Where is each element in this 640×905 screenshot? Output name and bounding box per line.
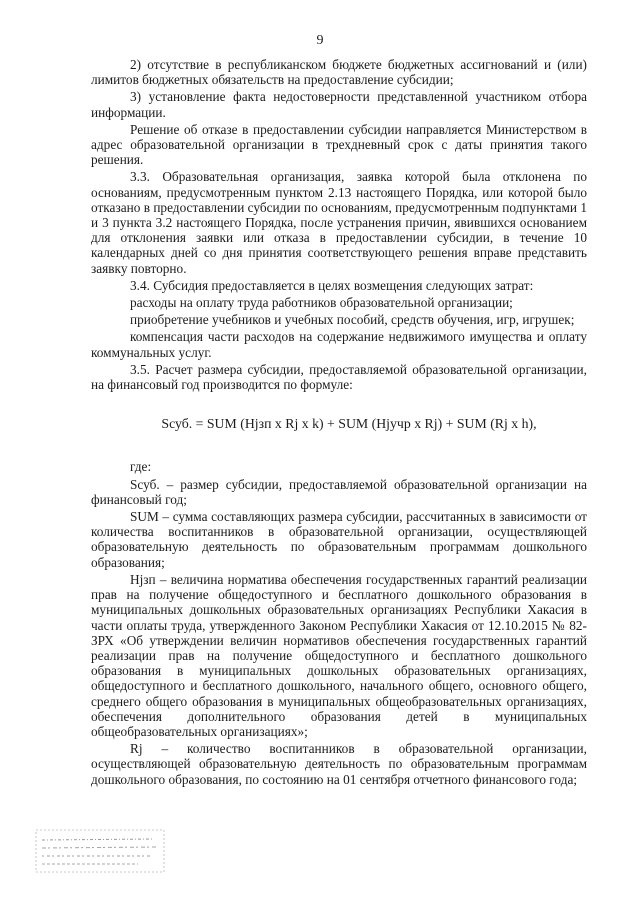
paragraph: где: bbox=[130, 459, 152, 475]
document-body bbox=[91, 57, 587, 787]
paragraph: SUM – сумма составляющих размера субсидии, рассчитанных в зависимости от количества воспитанников в образовательной организации, осуществляющей образовательную деятельность по образовательным программам дошкольного образования; bbox=[91, 509, 587, 570]
paragraph: 3.3. Образовательная организация, заявка которой была отклонена по основаниям, предусмотренным пунктом 2.13 настоящего Порядка, или которой было отказано в предоставлении субсидии по основаниям, предусмотренным подпунктами 1 и 3 пункта 3.2 настоящего Порядка, после устранения причин, явившихся основанием для отклонения заявки или отказа в предоставлении субсидии, в течение 10 календарных дней со дня принятия соответствующего решения вправе представить заявку повторно. bbox=[91, 169, 587, 276]
paragraph: Rj – количество воспитанников в образовательной организации, осуществляющей образовательную деятельность по образовательным программам дошкольного образования, по состоянию на 01 сентября отчетного финансового года; bbox=[91, 741, 587, 787]
registration-stamp bbox=[34, 828, 166, 874]
paragraph: расходы на оплату труда работников образовательной организации; bbox=[130, 295, 513, 311]
paragraph: Решение об отказе в предоставлении субсидии направляется Министерством в адрес образовательной организации в трехдневный срок с даты принятия такого решения. bbox=[91, 121, 587, 168]
paragraph: приобретение учебников и учебных пособий, средств обучения, игр, игрушек; bbox=[130, 312, 575, 328]
paragraph: 3.4. Субсидия предоставляется в целях возмещения следующих затрат: bbox=[130, 277, 534, 293]
subsidy-formula: Sсуб. = SUM (Нjзп x Rj x k) + SUM (Нjучр x Rj) + SUM (Rj x h), bbox=[161, 416, 537, 432]
paragraph: 3) установление факта недостоверности представленной участником отбора информации. bbox=[91, 89, 587, 120]
paragraph: Нjзп – величина норматива обеспечения государственных гарантий реализации прав на получение общедоступного и бесплатного дошкольного образования в муниципальных дошкольных образовательных организациях Республики Хакасия в части оплаты труда, утвержденного Законом Республики Хакасия от 12.10.2015 № 82-ЗРХ «Об утверждении величин нормативов обеспечения государственных гарантий реализации прав на получение общедоступного и бесплатного дошкольного образования в муниципальных дошкольных образовательных организациях, общедоступного и бесплатного дошкольного, начального общего, основного общего, среднего общего образования в муниципальных общеобразовательных организациях, обеспечения дополнительного образования детей в муниципальных общеобразовательных организациях»; bbox=[91, 571, 587, 739]
paragraph: Sсуб. – размер субсидии, предоставляемой образовательной организации на финансовый год; bbox=[91, 476, 587, 507]
page-number: 9 bbox=[316, 33, 324, 48]
paragraph: 2) отсутствие в республиканском бюджете бюджетных ассигнований и (или) лимитов бюджетных обязательств на предоставление субсидии; bbox=[91, 57, 587, 88]
paragraph: компенсация части расходов на содержание недвижимого имущества и оплату коммунальных услуг. bbox=[91, 329, 587, 360]
paragraph: 3.5. Расчет размера субсидии, предоставляемой образовательной организации, на финансовый год производится по формуле: bbox=[91, 361, 587, 393]
